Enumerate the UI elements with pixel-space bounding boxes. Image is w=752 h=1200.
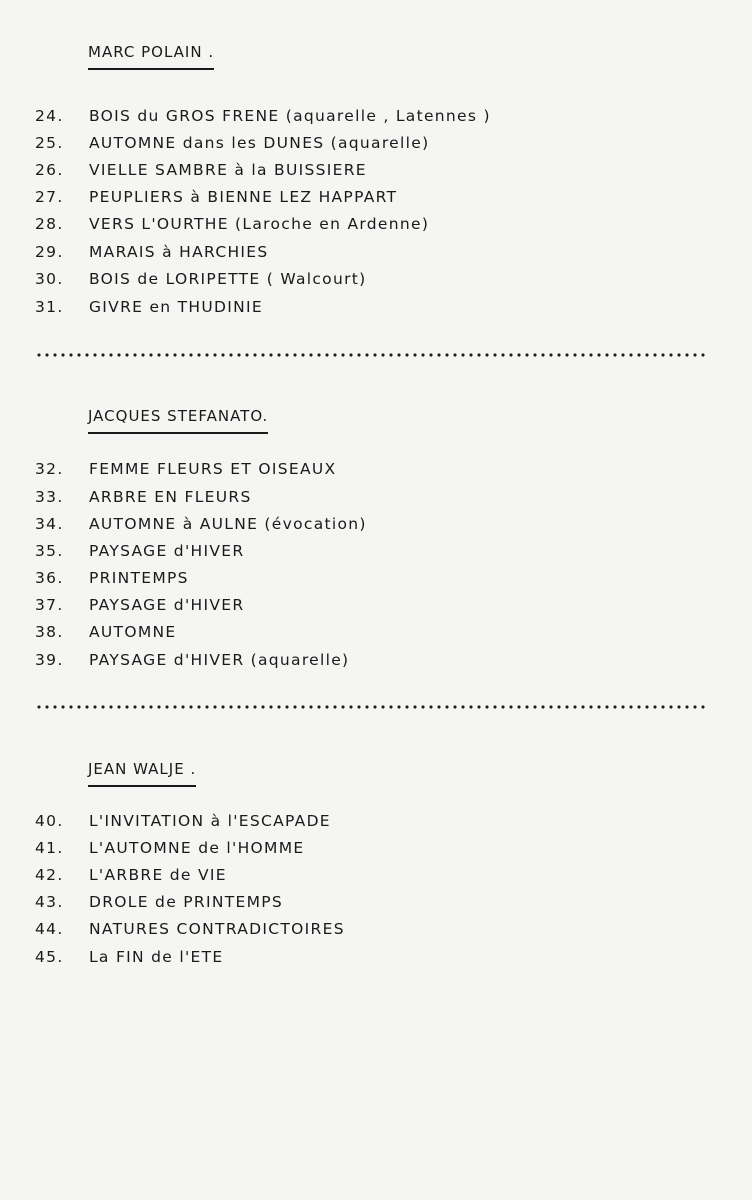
list-item — [35, 838, 304, 858]
list-item — [35, 919, 345, 939]
list-item — [35, 214, 429, 234]
section-heading-marc-polain: MARC POLAIN . — [88, 43, 214, 70]
item-number: 41. — [35, 839, 64, 857]
list-item — [35, 622, 176, 642]
item-number: 44. — [35, 920, 64, 938]
item-number: 45. — [35, 948, 64, 966]
item-title: NATURES CONTRADICTOIRES — [89, 920, 345, 938]
item-number: 37. — [35, 596, 64, 614]
item-number: 39. — [35, 651, 64, 669]
item-number: 32. — [35, 460, 64, 478]
item-number: 33. — [35, 488, 64, 506]
list-item — [35, 865, 227, 885]
item-title: L'INVITATION à l'ESCAPADE — [89, 812, 331, 830]
item-number: 27. — [35, 188, 64, 206]
list-item — [35, 650, 349, 670]
list-item — [35, 242, 269, 262]
item-number: 24. — [35, 107, 64, 125]
item-number: 42. — [35, 866, 64, 884]
item-title: VERS L'OURTHE (Laroche en Ardenne) — [89, 215, 430, 233]
item-number: 43. — [35, 893, 64, 911]
item-title: PAYSAGE d'HIVER (aquarelle) — [89, 651, 350, 669]
item-title: PAYSAGE d'HIVER — [89, 542, 245, 560]
list-item — [35, 106, 491, 126]
list-item — [35, 892, 283, 912]
item-number: 35. — [35, 542, 64, 560]
item-number: 28. — [35, 215, 64, 233]
item-number: 34. — [35, 515, 64, 533]
list-item — [35, 514, 367, 534]
list-item — [35, 133, 429, 153]
item-title: BOIS du GROS FRENE (aquarelle , Latennes ) — [89, 107, 491, 125]
list-item — [35, 541, 244, 561]
item-number: 40. — [35, 812, 64, 830]
list-item — [35, 568, 189, 588]
list-item — [35, 269, 367, 289]
section-heading-jacques-stefanato: JACQUES STEFANATO. — [88, 407, 268, 434]
item-title: AUTOMNE à AULNE (évocation) — [89, 515, 367, 533]
item-title: ARBRE EN FLEURS — [89, 488, 252, 506]
item-title: PAYSAGE d'HIVER — [89, 596, 245, 614]
list-item — [35, 811, 331, 831]
list-item — [35, 595, 244, 615]
dotted-separator — [35, 352, 705, 358]
item-title: GIVRE en THUDINIE — [89, 298, 263, 316]
item-number: 26. — [35, 161, 64, 179]
list-item — [35, 459, 336, 479]
item-number: 38. — [35, 623, 64, 641]
item-title: BOIS de LORIPETTE ( Walcourt) — [89, 270, 367, 288]
item-number: 31. — [35, 298, 64, 316]
list-item — [35, 947, 224, 967]
item-title: L'AUTOMNE de l'HOMME — [89, 839, 305, 857]
item-title: AUTOMNE dans les DUNES (aquarelle) — [89, 134, 430, 152]
item-title: VIELLE SAMBRE à la BUISSIERE — [89, 161, 367, 179]
item-title: MARAIS à HARCHIES — [89, 243, 269, 261]
item-number: 36. — [35, 569, 64, 587]
list-item — [35, 297, 263, 317]
item-number: 30. — [35, 270, 64, 288]
item-title: La FIN de l'ETE — [89, 948, 224, 966]
item-title: PRINTEMPS — [89, 569, 189, 587]
item-title: PEUPLIERS à BIENNE LEZ HAPPART — [89, 188, 398, 206]
item-title: DROLE de PRINTEMPS — [89, 893, 284, 911]
list-item — [35, 160, 367, 180]
item-title: FEMME FLEURS ET OISEAUX — [89, 460, 337, 478]
item-number: 25. — [35, 134, 64, 152]
item-title: L'ARBRE de VIE — [89, 866, 227, 884]
section-heading-jean-walje: JEAN WALJE . — [88, 760, 196, 787]
item-title: AUTOMNE — [89, 623, 177, 641]
list-item — [35, 487, 252, 507]
list-item — [35, 187, 397, 207]
item-number: 29. — [35, 243, 64, 261]
dotted-separator — [35, 704, 705, 710]
